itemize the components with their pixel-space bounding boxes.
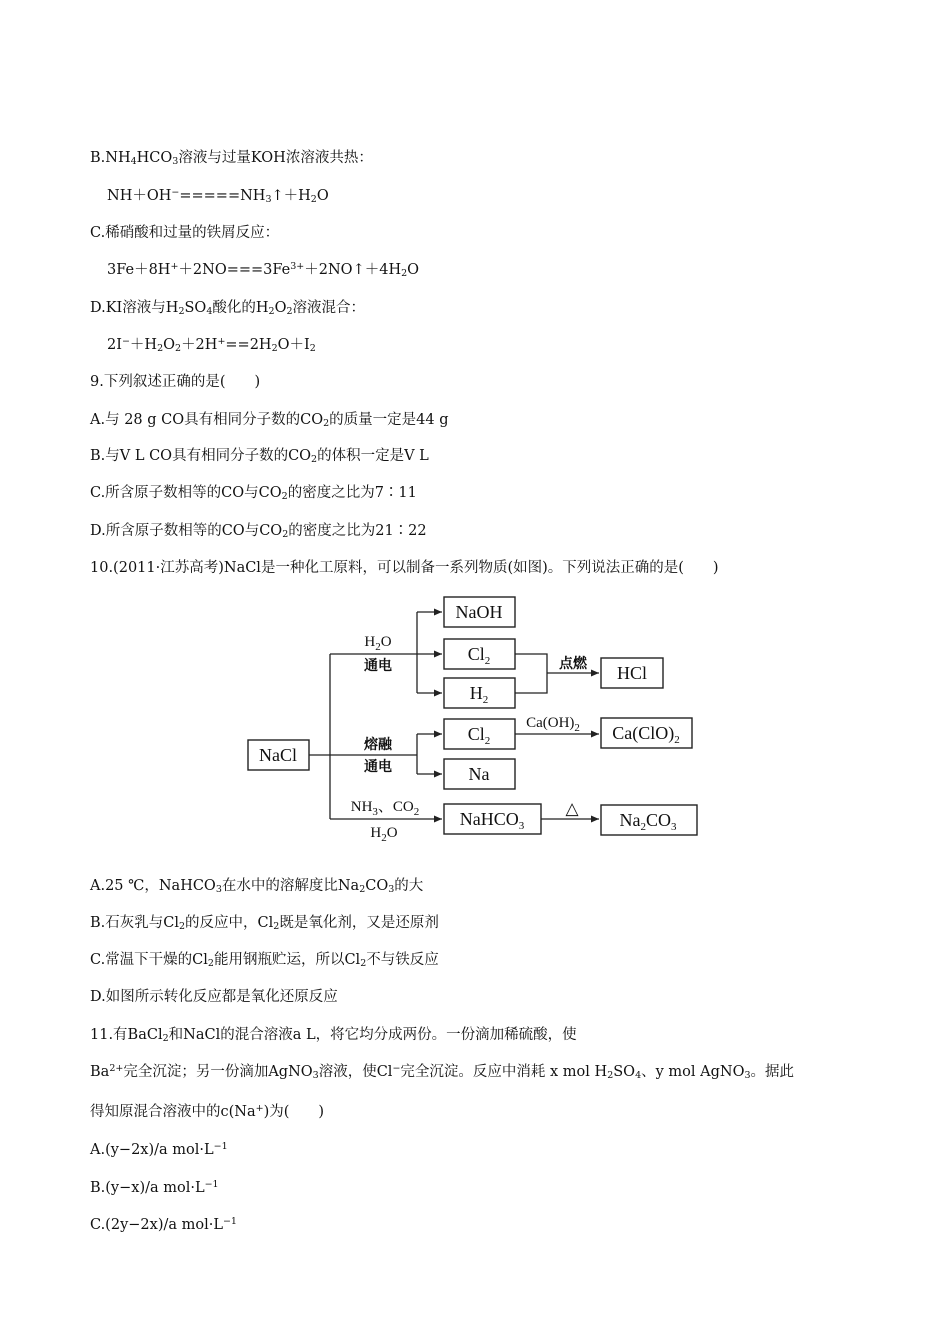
box-nahco3-label: NaHCO$_3$ bbox=[459, 809, 525, 832]
label-delta: △ bbox=[565, 799, 579, 818]
q10-option-b: B.石灰乳与$Cl_2$的反应中，$Cl_2$既是氧化剂，又是还原剂 bbox=[90, 915, 439, 932]
q10-option-a: A.25 ℃，NaHCO$_3$在水中的溶解度比$Na_2CO_3$的大 bbox=[90, 878, 424, 895]
q10-option-c: C.常温下干燥的$Cl_2$能用钢瓶贮运，所以$Cl_2$不与铁反应 bbox=[90, 952, 439, 969]
box-hcl-label: HCl bbox=[616, 663, 648, 683]
q9-option-c: C.所含原子数相等的CO与$CO_2$的密度之比为7∶11 bbox=[90, 485, 417, 502]
q11-stem-line1: 11.有BaCl$_2$和NaCl的混合溶液a L，将它均分成两份。一份滴加稀硫酸，使 bbox=[90, 1027, 577, 1044]
q8-option-d-equation: $2I^-+H_2O_2+2H^+==2H_2O+I_2$ bbox=[107, 336, 316, 354]
label-h2o-top: $H_2O$ bbox=[364, 634, 392, 653]
q11-option-c: C.(2y−2x)/a $mol\cdot L^{-1}$ bbox=[90, 1216, 237, 1233]
q10-option-d: D.如图所示转化反应都是氧化还原反应 bbox=[90, 989, 338, 1005]
box-cl2-b-label: $Cl_2$ bbox=[467, 724, 491, 747]
box-caclo2-label: $Ca(ClO)_2$ bbox=[612, 723, 680, 746]
label-tongdian-2: 通电 bbox=[364, 759, 392, 775]
box-nacl-label: NaCl bbox=[259, 745, 297, 765]
q9-option-b: B.与V L CO具有相同分子数的$CO_2$的体积一定是V L bbox=[90, 448, 429, 465]
label-rongrong: 熔融 bbox=[364, 737, 392, 753]
q8-option-b: $B.NH_4HCO_3$溶液与过量KOH浓溶液共热： bbox=[90, 150, 373, 167]
q8-option-c-equation: $3Fe+8H^++2NO===3Fe^{3+}+2NO↑+4H_2O$ bbox=[107, 261, 420, 279]
box-cl2-a-label: $Cl_2$ bbox=[467, 644, 491, 667]
q9-option-a: A.与 28 g CO具有相同分子数的$CO_2$的质量一定是44 g bbox=[90, 412, 449, 429]
q11-option-a: A.(y−2x)/a $mol\cdot L^{-1}$ bbox=[90, 1141, 228, 1158]
box-na2co3-label: $Na_2CO_3$ bbox=[619, 810, 677, 833]
q8-option-c: C.稀硝酸和过量的铁屑反应： bbox=[90, 225, 280, 241]
label-dianran: 点燃 bbox=[559, 656, 587, 672]
q11-stem-line2: $Ba^{2+}$完全沉淀；另一份滴加AgNO$_3$溶液，使Cl−完全沉淀。反应中消耗 x mol $H_2SO_4$、y mol AgNO$_3$。据此 bbox=[90, 1063, 795, 1081]
label-caoh2: $Ca(OH)_2$ bbox=[526, 715, 580, 734]
q9-stem: 9.下列叙述正确的是( ) bbox=[90, 374, 261, 390]
q10-stem: 10.(2011·江苏高考)NaCl是一种化工原料，可以制备一系列物质(如图)。下列说法正确的是( ) bbox=[90, 560, 719, 576]
box-na-label: Na bbox=[468, 764, 490, 784]
label-h2o-bottom: $H_2O$ bbox=[370, 825, 398, 844]
q9-option-d: D.所含原子数相等的CO与$CO_2$的密度之比为21∶22 bbox=[90, 523, 427, 540]
cl2-h2-join-line bbox=[515, 654, 547, 693]
q8-option-d: D.KI溶液与$H_2SO_4$酸化的$H_2O_2$溶液混合： bbox=[90, 300, 365, 317]
label-tongdian: 通电 bbox=[364, 658, 392, 674]
box-naoh-label: NaOH bbox=[455, 602, 503, 622]
label-nh3-co2: $NH_3$、$CO_2$ bbox=[350, 799, 420, 818]
q11-option-b: B.(y−x)/a $mol\cdot L^{-1}$ bbox=[90, 1179, 219, 1196]
q11-stem-line3: 得知原混合溶液中的c(Na+)为( ) bbox=[90, 1103, 325, 1120]
q8-option-b-equation: $NH+OH^-=====NH_3↑+H_2O$ bbox=[107, 187, 329, 205]
box-h2-label: $H_2$ bbox=[469, 683, 489, 706]
